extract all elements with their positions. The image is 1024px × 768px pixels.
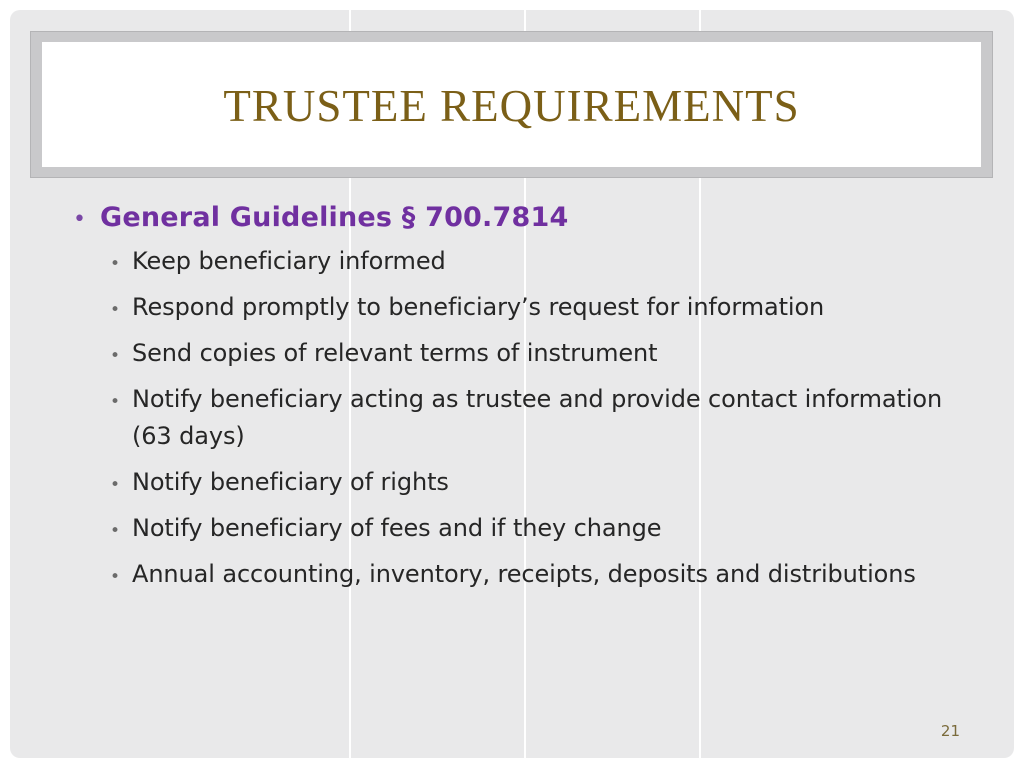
list-item-text: Notify beneficiary acting as trustee and provide contact information (63 days) xyxy=(132,385,943,450)
list-item-text: Annual accounting, inventory, receipts, deposits and distributions xyxy=(132,560,916,588)
list-item-text: Keep beneficiary informed xyxy=(132,247,446,275)
slide-title: TRUSTEE REQUIREMENTS xyxy=(223,81,800,131)
list-item xyxy=(106,335,950,372)
title-frame xyxy=(30,31,993,178)
bullet-dot-icon: • xyxy=(110,567,121,587)
bullet-heading-row xyxy=(70,202,950,233)
list-item-text: Notify beneficiary of fees and if they change xyxy=(132,514,662,542)
bullet-dot-icon: • xyxy=(110,521,121,541)
list-item-text: Respond promptly to beneficiary’s request for information xyxy=(132,293,825,321)
bullet-dot-icon: • xyxy=(110,346,121,366)
bullet-list xyxy=(70,243,950,593)
list-item xyxy=(106,381,950,455)
section-heading: General Guidelines § 700.7814 xyxy=(100,202,569,233)
bullet-dot-icon: • xyxy=(110,392,121,412)
slide xyxy=(10,10,1014,758)
list-item xyxy=(106,556,950,593)
list-item xyxy=(106,243,950,280)
list-item xyxy=(106,464,950,501)
page-number: 21 xyxy=(940,722,960,740)
bullet-dot-icon: • xyxy=(110,254,121,274)
bullet-dot-icon: • xyxy=(110,300,121,320)
slide-content xyxy=(70,202,950,602)
bullet-dot-icon: • xyxy=(73,207,86,232)
bullet-dot-icon: • xyxy=(110,475,121,495)
list-item-text: Notify beneficiary of rights xyxy=(132,468,449,496)
list-item xyxy=(106,289,950,326)
list-item-text: Send copies of relevant terms of instrument xyxy=(132,339,658,367)
list-item xyxy=(106,510,950,547)
title-box xyxy=(42,42,981,167)
